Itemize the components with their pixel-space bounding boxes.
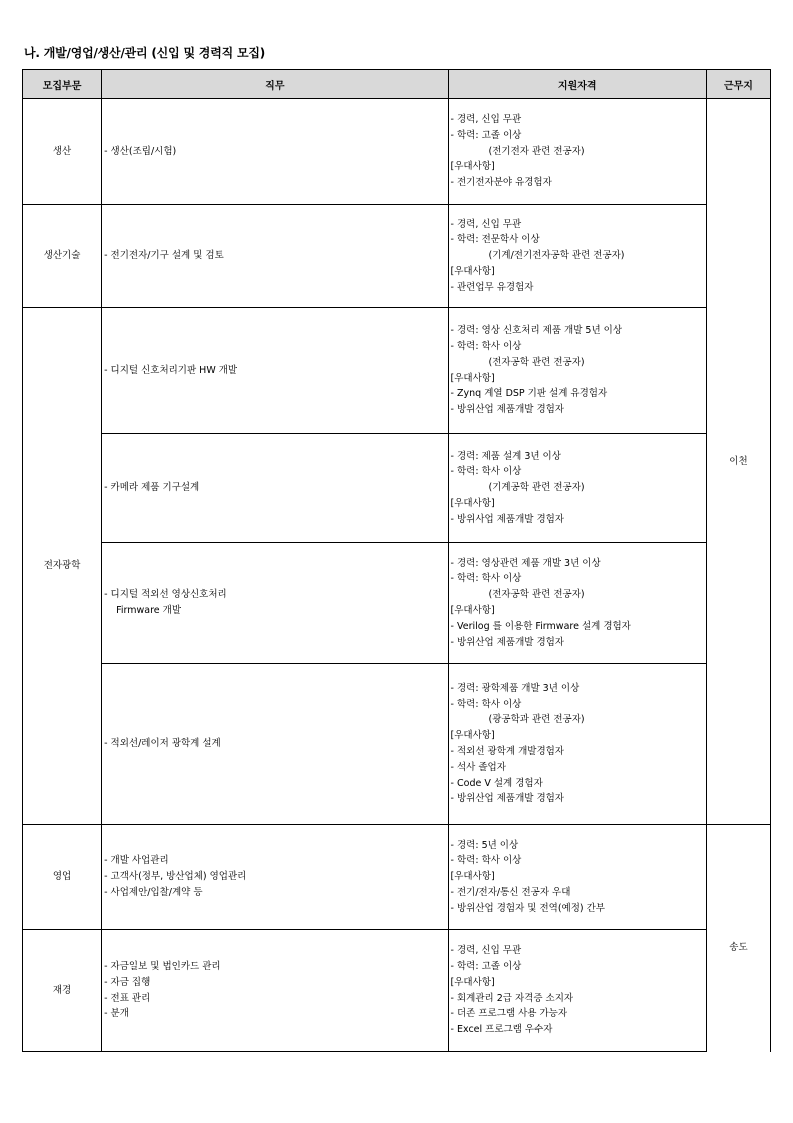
duty-line: - 적외선/레이저 광학계 설계 bbox=[104, 738, 221, 750]
qual-line: [우대사항] bbox=[450, 605, 495, 616]
qualification-cell bbox=[448, 99, 706, 205]
duty-cell bbox=[102, 434, 448, 543]
qual-line: (전기전자 관련 전공자) bbox=[488, 145, 585, 157]
duty-line: Firmware 개발 bbox=[116, 605, 182, 616]
qual-line: - 학력: 학사 이상 bbox=[450, 855, 522, 867]
qualification-cell bbox=[448, 930, 706, 1052]
table-row bbox=[23, 825, 771, 930]
qual-line: [우대사항] bbox=[450, 871, 495, 883]
dept-cell: 생산 bbox=[23, 99, 102, 205]
qualification-cell bbox=[448, 434, 706, 543]
qual-line: [우대사항] bbox=[450, 497, 495, 509]
qualification-cell bbox=[448, 664, 706, 825]
header-location: 근무지 bbox=[706, 70, 770, 99]
recruitment-table bbox=[22, 69, 771, 1052]
qual-line: [우대사항] bbox=[450, 265, 495, 277]
qual-line: - Zynq 계열 DSP 기판 설계 유경험자 bbox=[450, 388, 608, 400]
qual-line: - 더존 프로그램 사용 가능자 bbox=[450, 1008, 568, 1020]
duty-line: - 개발 사업관리 bbox=[104, 855, 169, 867]
qual-line: - Verilog 를 이용한 Firmware 설계 경험자 bbox=[450, 620, 631, 632]
qual-line: - 적외선 광학계 개발경험자 bbox=[450, 746, 564, 757]
qual-line: - 경력, 신입 무관 bbox=[450, 945, 522, 957]
qual-line: - 관련업무 유경험자 bbox=[450, 281, 534, 293]
qual-line: - 경력: 영상 신호처리 제품 개발 5년 이상 bbox=[450, 325, 623, 337]
duty-cell bbox=[102, 543, 448, 664]
qual-line: - 경력: 5년 이상 bbox=[450, 839, 519, 851]
qual-line: - 석사 졸업자 bbox=[450, 761, 506, 773]
duty-line: - 전기전자/기구 설계 및 검토 bbox=[104, 250, 224, 262]
duty-line: - 사업제안/입찰/계약 등 bbox=[104, 886, 203, 898]
qual-line: - 학력: 고졸 이상 bbox=[450, 129, 522, 141]
qualification-cell bbox=[448, 205, 706, 308]
qual-line: - 학력: 고졸 이상 bbox=[450, 960, 522, 972]
header-qualification: 지원자격 bbox=[448, 70, 706, 99]
qual-line: - 학력: 학사 이상 bbox=[450, 340, 522, 352]
qual-line: - Code V 설계 경험자 bbox=[450, 777, 543, 789]
qual-line: [우대사항] bbox=[450, 976, 495, 988]
dept-cell: 생산기술 bbox=[23, 205, 102, 308]
qual-line: - 경력, 신입 무관 bbox=[450, 114, 522, 125]
header-duty: 직무 bbox=[102, 70, 448, 99]
table-row bbox=[23, 308, 771, 434]
location-cell: 이천 bbox=[706, 99, 770, 825]
table-row bbox=[23, 543, 771, 664]
qual-line: - 학력: 학사 이상 bbox=[450, 466, 522, 478]
qual-line: [우대사항] bbox=[450, 372, 495, 384]
duty-line: - 카메라 제품 기구설계 bbox=[104, 482, 200, 494]
duty-cell bbox=[102, 825, 448, 930]
qual-line: - 전기/전자/통신 전공자 우대 bbox=[450, 886, 571, 898]
table-row bbox=[23, 205, 771, 308]
qual-line: [우대사항] bbox=[450, 161, 495, 173]
qual-line: - 방위산업 제품개발 경험자 bbox=[450, 404, 564, 416]
dept-cell: 재경 bbox=[23, 930, 102, 1052]
qual-line: - 학력: 학사 이상 bbox=[450, 573, 522, 585]
table-row bbox=[23, 99, 771, 205]
location-cell: 송도 bbox=[706, 825, 770, 1052]
duty-cell bbox=[102, 930, 448, 1052]
qual-line: - 경력, 신입 무관 bbox=[450, 218, 522, 230]
duty-line: - 자금 집행 bbox=[104, 976, 151, 988]
qual-line: - 방위산업 제품개발 경험자 bbox=[450, 636, 564, 648]
dept-cell: 전자광학 bbox=[23, 308, 102, 825]
qual-line: - 경력: 제품 설계 3년 이상 bbox=[450, 450, 561, 462]
duty-line: - 분개 bbox=[104, 1008, 129, 1020]
qual-line: - 학력: 전문학사 이상 bbox=[450, 234, 540, 246]
qual-line: - 전기전자분야 유경험자 bbox=[450, 177, 552, 189]
duty-line: - 디지털 신호처리기판 HW 개발 bbox=[104, 364, 238, 376]
qual-line: (전자공학 관련 전공자) bbox=[488, 356, 585, 368]
duty-cell bbox=[102, 99, 448, 205]
qual-line: - 경력: 영상관련 제품 개발 3년 이상 bbox=[450, 557, 601, 569]
qual-line: - 경력: 광학제품 개발 3년 이상 bbox=[450, 682, 580, 694]
header-dept: 모집부문 bbox=[23, 70, 102, 99]
qual-line: (기계/전기전자공학 관련 전공자) bbox=[488, 250, 625, 262]
table-row bbox=[23, 434, 771, 543]
qual-line: (전자공학 관련 전공자) bbox=[488, 589, 585, 601]
duty-line: - 고객사(정부, 방산업체) 영업관리 bbox=[104, 871, 247, 883]
qualification-cell bbox=[448, 825, 706, 930]
table-header-row bbox=[23, 70, 771, 99]
qualification-cell bbox=[448, 308, 706, 434]
duty-line: - 자금일보 및 법인카드 관리 bbox=[104, 960, 221, 972]
duty-line: - 전표 관리 bbox=[104, 992, 151, 1004]
table-row bbox=[23, 930, 771, 1052]
table-row bbox=[23, 664, 771, 825]
qualification-cell bbox=[448, 543, 706, 664]
section-title: 나. 개발/영업/생산/관리 (신입 및 경력직 모집) bbox=[24, 46, 266, 60]
dept-cell: 영업 bbox=[23, 825, 102, 930]
qual-line: - 방위사업 제품개발 경험자 bbox=[450, 513, 564, 525]
qual-line: - 방위산업 제품개발 경험자 bbox=[450, 793, 564, 805]
qual-line: - Excel 프로그램 우수자 bbox=[450, 1024, 553, 1036]
qual-line: - 학력: 학사 이상 bbox=[450, 698, 522, 710]
duty-cell bbox=[102, 664, 448, 825]
qual-line: [우대사항] bbox=[450, 730, 495, 742]
duty-line: - 생산(조립/시험) bbox=[104, 145, 177, 157]
qual-line: (기계공학 관련 전공자) bbox=[488, 482, 585, 494]
duty-line: - 디지털 적외선 영상신호처리 bbox=[104, 589, 227, 601]
qual-line: - 방위산업 경험자 및 전역(예정) 간부 bbox=[450, 902, 605, 914]
duty-cell bbox=[102, 205, 448, 308]
qual-line: (광공학과 관련 전공자) bbox=[488, 714, 585, 726]
duty-cell bbox=[102, 308, 448, 434]
qual-line: - 회계관리 2급 자격증 소지자 bbox=[450, 992, 574, 1004]
